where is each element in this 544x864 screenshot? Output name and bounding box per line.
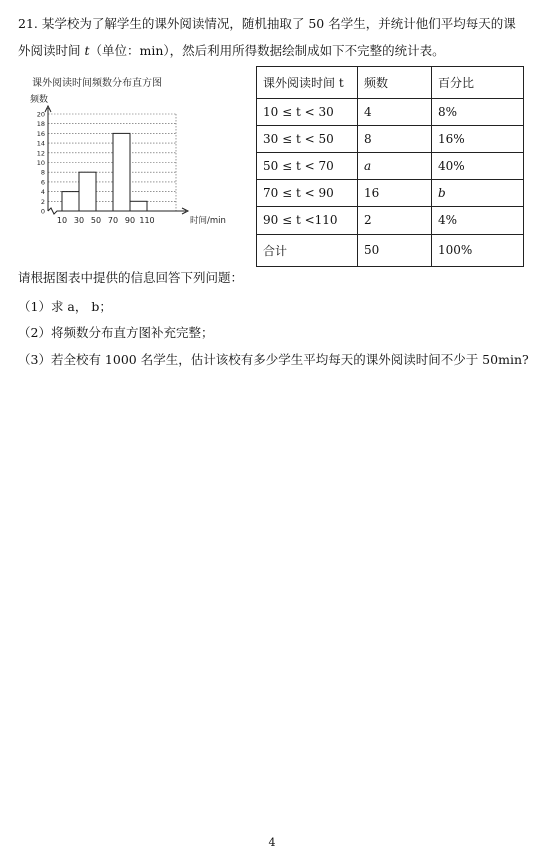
bar-90-110: [130, 201, 147, 211]
page-number: 4: [268, 836, 276, 849]
y-tick-label: 14: [36, 139, 45, 148]
histogram-svg: [18, 76, 248, 236]
question-1: （1）求 a， b；: [18, 299, 112, 314]
table-cell: 10 ≤ t < 30: [257, 99, 358, 126]
table-cell: 70 ≤ t < 90: [257, 180, 358, 207]
table-row: [257, 126, 524, 153]
chart-title: 课外阅读时间频数分布直方图: [32, 78, 162, 89]
y-tick-label: 0: [40, 207, 45, 216]
table-cell: 16%: [432, 126, 524, 153]
bar-70-90: [113, 133, 130, 211]
table-cell: a: [358, 153, 432, 180]
question-3: （3）若全校有 1000 名学生，估计该校有多少学生平均每天的课外阅读时间不少于 50min?: [18, 352, 529, 367]
x-tick-label: 30: [73, 216, 85, 225]
table-cell: 8%: [432, 99, 524, 126]
question-2: （2）将频数分布直方图补充完整；: [18, 325, 214, 340]
y-tick-label: 6: [40, 178, 45, 187]
y-tick-label: 10: [36, 159, 45, 167]
table-header-row: [257, 67, 524, 99]
table-cell: 50 ≤ t < 70: [257, 153, 358, 180]
x-tick-label: 70: [107, 216, 119, 225]
table-cell: 4: [358, 99, 432, 126]
y-tick-label: 4: [40, 188, 45, 197]
table-cell: 90 ≤ t <110: [257, 207, 358, 234]
problem-line-2-b: （单位：min），然后利用所得数据绘制成如下不完整的统计表。: [89, 43, 445, 58]
y-axis-label: 频数: [30, 95, 49, 105]
table-cell: 频数: [358, 67, 432, 99]
table-row: [257, 180, 524, 207]
y-tick-label: 12: [36, 149, 45, 158]
table-row: [257, 234, 524, 267]
x-tick-label: 110: [139, 216, 155, 225]
x-axis-label: 时间/min: [190, 216, 226, 226]
table-cell: 40%: [432, 153, 524, 180]
y-tick-label: 20: [36, 110, 45, 119]
table-cell: b: [432, 180, 524, 207]
table-cell: 30 ≤ t < 50: [257, 126, 358, 153]
problem-line-2-a: 外阅读时间: [18, 43, 85, 58]
variable-t: t: [84, 43, 90, 58]
bar-10-30: [62, 192, 79, 211]
questions-intro: 请根据图表中提供的信息回答下列问题：: [18, 270, 244, 285]
x-tick-label: 10: [56, 216, 68, 225]
table-row: [257, 99, 524, 126]
table-cell: 课外阅读时间 t: [257, 67, 358, 99]
table-cell: 4%: [432, 207, 524, 234]
y-tick-label: 16: [36, 129, 45, 138]
y-tick-label: 18: [36, 120, 45, 129]
bar-30-50: [79, 172, 96, 211]
table-cell: 2: [358, 207, 432, 234]
table-cell: 100%: [432, 234, 524, 267]
table-cell: 50: [358, 234, 432, 267]
table-cell: 8: [358, 126, 432, 153]
table-cell: 16: [358, 180, 432, 207]
histogram-chart: [18, 76, 248, 236]
x-tick-label: 50: [90, 216, 102, 225]
y-tick-label: 8: [40, 168, 45, 177]
table-cell: 百分比: [432, 67, 524, 99]
table-cell: 合计: [257, 234, 358, 267]
frequency-table: [256, 66, 524, 267]
table-row: [257, 207, 524, 234]
table-row: [257, 153, 524, 180]
problem-line-2: [18, 43, 445, 59]
x-tick-label: 90: [124, 216, 136, 225]
y-tick-label: 2: [40, 197, 45, 206]
problem-line-1: 21. 某学校为了解学生的课外阅读情况，随机抽取了 50 名学生，并统计他们平均每天的课: [18, 16, 516, 31]
